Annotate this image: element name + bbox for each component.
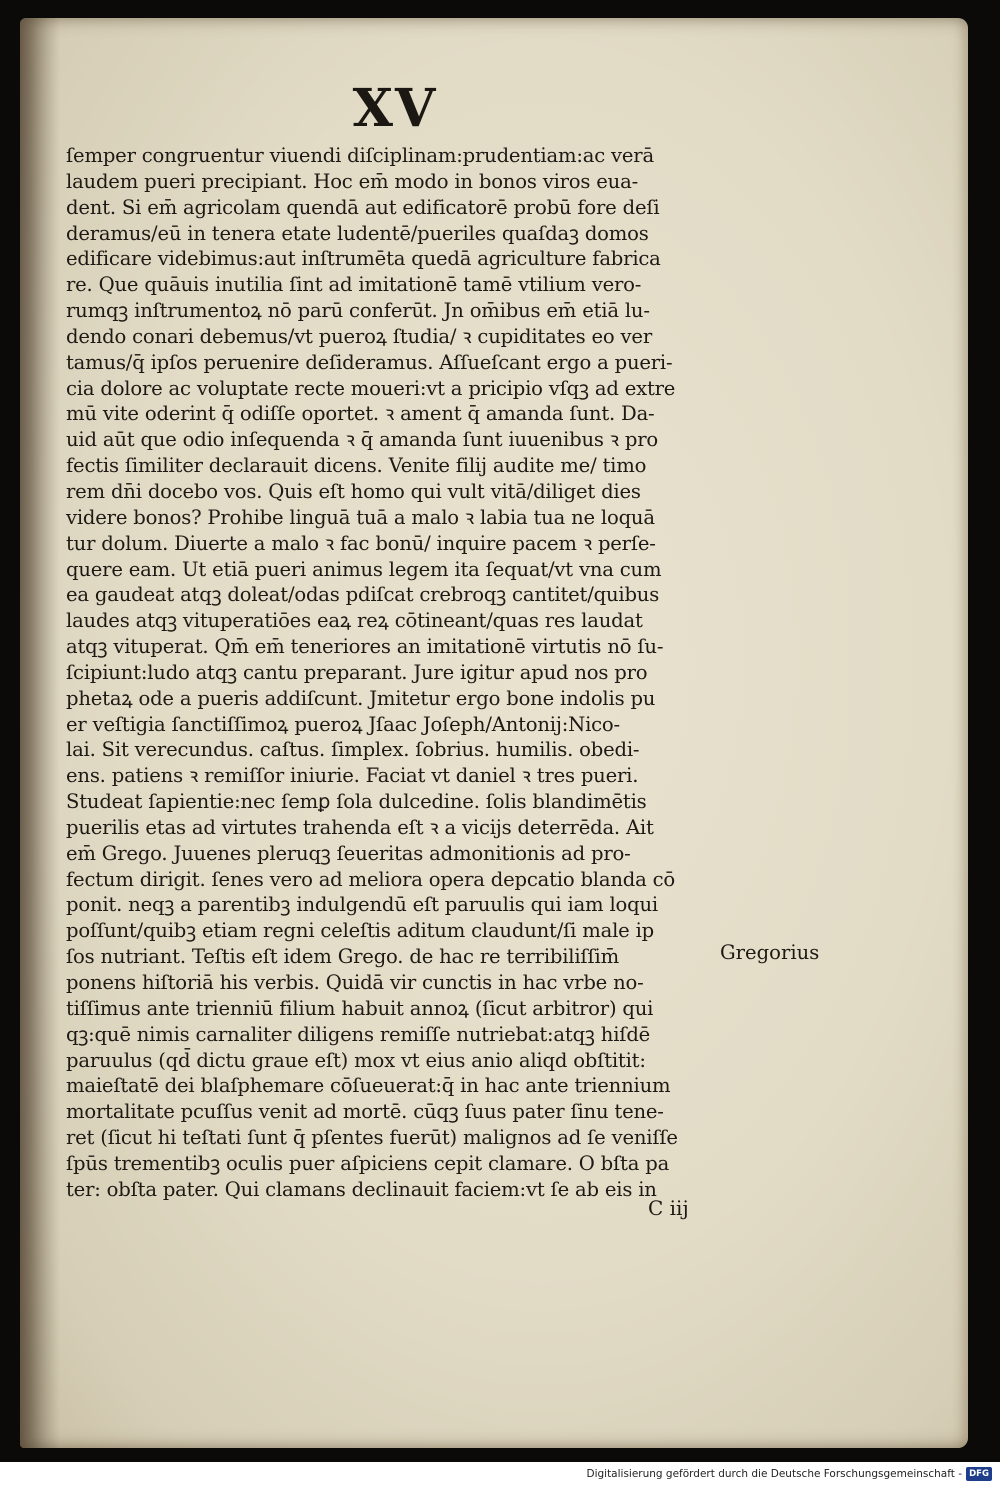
text-line: laudem pueri precipiant. Hoc em̄ modo in bonos viros eua- (66, 169, 639, 193)
text-line: rumqꝫ inſtrumentoꝝ nō parū conferūt. Jn om̄ibus em̄ etiā lu- (66, 299, 650, 323)
text-line: videre bonos? Prohibe linguā tuā a malo ꝛ labia tua ne loquā (66, 505, 655, 529)
text-line: dent. Si em̄ agricolam quendā aut edificatorē probū fore deſi (66, 195, 660, 219)
dfg-logo: DFG (966, 1467, 992, 1481)
text-line: atqꝫ vituperat. Qm̄ em̄ teneriores an imitationē virtutis nō ſu- (66, 635, 664, 659)
text-line: quere eam. Ut etiā pueri animus legem ita ſequat/vt vna cum (66, 557, 662, 581)
text-line: Studeat ſapientie:nec ſemꝑ ſola dulcedine. ſolis blandimētis (66, 790, 647, 814)
text-block (66, 143, 716, 1203)
text-line: ſemper congruentur viuendi diſciplinam:prudentiam:ac verā (66, 144, 654, 167)
folio-number: XV (352, 78, 438, 139)
text-line: em̄ Grego. Juuenes pleruqꝫ ſeueritas admonitionis ad pro- (66, 841, 631, 865)
text-line: ter: obſta pater. Qui clamans declinauit faciem:vt ſe ab eis in (66, 1177, 657, 1201)
text-line: ſos nutriant. Teſtis eſt idem Grego. de hac re terribiliſſim̄ (66, 945, 619, 969)
text-line: fectis ſimiliter declarauit dicens. Venite filij audite me/ timo (66, 454, 647, 478)
text-line: lai. Sit verecundus. caſtus. ſimplex. ſobrius. humilis. obedi- (66, 738, 640, 762)
text-line: ponit. neqꝫ a parentibꝫ indulgendū eſt paruulis qui iam loqui (66, 893, 658, 917)
text-line: ſpūs trementibꝫ oculis puer aſpiciens cepit clamare. O bſta pa (66, 1151, 670, 1175)
text-line: ea gaudeat atqꝫ doleat/odas pdiſcat crebroqꝫ cantitet/quibus (66, 583, 660, 607)
text-line: edificare videbimus:aut inſtrumēta quedā agriculture fabrica (66, 247, 661, 271)
text-line: rem dn̄i docebo vos. Quis eſt homo qui vult vitā/diliget dies (66, 479, 641, 503)
signature-mark: C iij (648, 1196, 689, 1220)
text-line: fectum dirigit. ſenes vero ad meliora opera depcatio blanda cō (66, 867, 675, 891)
text-line: maieſtatē dei blaſphemare cōſueuerat:q̄ in hac ante triennium (66, 1074, 671, 1098)
text-line: tiſſimus ante trienniū filium habuit annoꝝ (ſicut arbitror) qui (66, 996, 654, 1020)
page-gutter-shadow (20, 18, 60, 1448)
text-line: ſcipiunt:ludo atqꝫ cantu preparant. Jure igitur apud nos pro (66, 660, 648, 684)
text-line: ens. patiens ꝛ remiſſor iniurie. Faciat vt daniel ꝛ tres pueri. (66, 764, 639, 788)
footer-bar (0, 1462, 1000, 1488)
text-line: er veſtigia ſanctiſſimoꝝ pueroꝝ Jſaac Joſeph/Antonij:Nico- (66, 712, 620, 736)
text-line: puerilis etas ad virtutes trahenda eſt ꝛ a vicijs deterrēda. Ait (66, 815, 654, 839)
footer-credit: Digitalisierung gefördert durch die Deutsche Forschungsgemeinschaft - (586, 1468, 962, 1480)
marginal-note: Gregorius (720, 941, 820, 964)
text-line: deramus/eū in tenera etate ludentē/pueriles quaſdaꝫ domos (66, 221, 649, 245)
text-line: ponens hiſtoriā his verbis. Quidā vir cunctis in hac vrbe no- (66, 971, 644, 994)
text-line: poſſunt/quibꝫ etiam regni celeſtis aditum claudunt/ſi male ip (66, 919, 655, 943)
text-line: tur dolum. Diuerte a malo ꝛ fac bonū/ inquire pacem ꝛ perſe- (66, 531, 656, 555)
text-line: mortalitate pcuſſus venit ad mortē. cūqꝫ ſuus pater ſinu tene- (66, 1100, 664, 1124)
text-line: phetaꝝ ode a pueris addiſcunt. Jmitetur ergo bone indolis pu (66, 686, 656, 710)
text-line: qꝫ:quē nimis carnaliter diligens remiſſe nutriebat:atqꝫ hiſdē (66, 1022, 651, 1046)
text-line: laudes atqꝫ vituperatiōes eaꝝ reꝝ cōtineant/quas res laudat (66, 609, 643, 633)
text-line: tamus/q̄ ipſos peruenire deſideramus. Aſſueſcant ergo a pueri- (66, 350, 673, 374)
text-line: cia dolore ac voluptate recte moueri:vt a pricipio vſqꝫ ad extre (66, 376, 676, 400)
text-line: paruulus (qd̄ dictu graue eſt) mox vt eius anio aliqd obſtitit: (66, 1048, 646, 1072)
text-line: mū vite oderint q̄ odiſſe oportet. ꝛ ament q̄ amanda ſunt. Da- (66, 402, 655, 426)
text-line: re. Que quāuis inutilia ſint ad imitationē tamē vtilium vero- (66, 273, 642, 297)
text-line: uid aūt que odio inſequenda ꝛ q̄ amanda ſunt iuuenibus ꝛ pro (66, 428, 658, 452)
text-line: dendo conari debemus/vt pueroꝝ ſtudia/ ꝛ cupiditates eo ver (66, 324, 652, 348)
text-line: ret (ſicut hi teſtati ſunt q̄ pſentes fuerūt) malignos ad ſe veniſſe (66, 1126, 678, 1150)
